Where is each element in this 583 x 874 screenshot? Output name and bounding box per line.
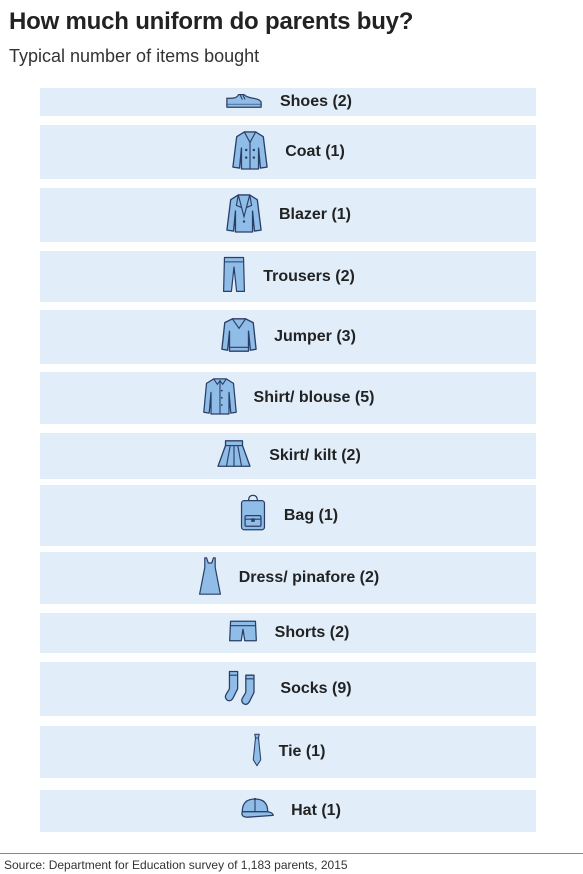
item-row (40, 125, 536, 179)
item-label: Jumper (3) (274, 328, 356, 345)
shorts-icon (227, 618, 259, 649)
item-label: Bag (1) (283, 506, 339, 524)
footer-divider (0, 853, 583, 854)
item-label: Tie (1) (278, 743, 326, 760)
item-label: Trousers (2) (263, 267, 355, 285)
item-row (40, 251, 536, 302)
item-label: Coat (1) (285, 143, 345, 160)
item-row (40, 433, 536, 479)
item-row (40, 188, 536, 242)
shirt-icon (202, 375, 238, 422)
jumper-icon (220, 316, 258, 359)
item-row (40, 372, 536, 424)
item-row (40, 485, 536, 546)
item-label: Dress/ pinafore (2) (238, 569, 380, 586)
item-row (40, 726, 536, 778)
item-label: Socks (9) (280, 680, 352, 697)
skirt-icon (215, 438, 253, 475)
item-label: Hat (1) (291, 802, 341, 819)
cap-icon (235, 795, 275, 828)
trousers-icon (221, 254, 247, 299)
chart-title: How much uniform do parents buy? (9, 8, 414, 35)
source-note: Source: Department for Education survey of 1,183 parents, 2015 (4, 858, 348, 872)
shoe-icon (224, 91, 264, 114)
item-label: Blazer (1) (278, 206, 352, 223)
item-row (40, 790, 536, 832)
item-label: Shoes (2) (279, 93, 352, 110)
item-label: Skirt/ kilt (2) (269, 447, 361, 464)
dress-icon (197, 554, 223, 603)
item-row (40, 613, 536, 653)
chart-subtitle: Typical number of items bought (9, 46, 260, 66)
socks-icon (224, 668, 264, 711)
item-label: Shorts (2) (274, 624, 350, 641)
item-row (40, 310, 536, 364)
bag-icon (238, 492, 268, 539)
item-row (40, 662, 536, 716)
blazer-icon (225, 192, 263, 239)
item-label: Shirt/ blouse (5) (253, 389, 375, 406)
item-row (40, 552, 536, 604)
tie-icon (251, 728, 263, 777)
coat-icon (231, 129, 269, 176)
item-row (40, 88, 536, 116)
